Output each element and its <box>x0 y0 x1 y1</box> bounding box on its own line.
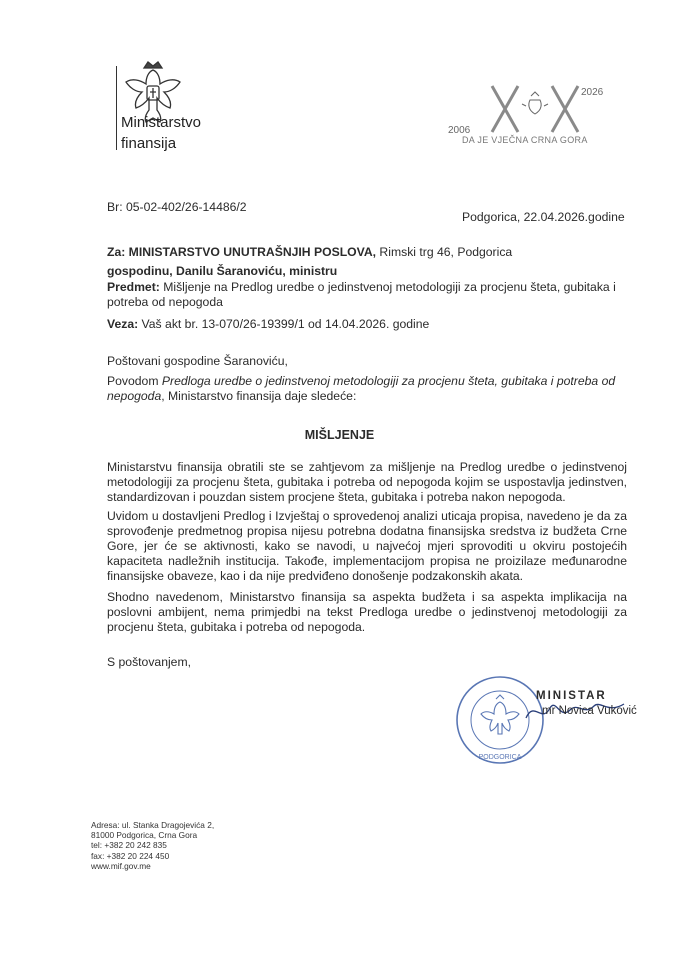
veza-text: Vaš akt br. 13-070/26-19399/1 od 14.04.2026. godine <box>138 317 430 331</box>
jubilee-year-start: 2006 <box>448 125 471 136</box>
addressee-address: Rimski trg 46, Podgorica <box>376 245 513 259</box>
za-label: Za: <box>107 245 126 259</box>
jubilee-year-end: 2026 <box>581 87 604 98</box>
subject-label: Predmet: <box>107 280 160 294</box>
footer-address-line1: Adresa: ul. Stanka Dragojevića 2, <box>91 820 215 830</box>
ministry-name-line2: finansija <box>121 135 177 152</box>
signature-title: MINISTAR <box>536 690 607 702</box>
ministry-name <box>121 112 201 154</box>
intro-end: , Ministarstvo finansija daje sledeće: <box>161 389 357 403</box>
addressee-line <box>107 245 512 260</box>
footer-web[interactable]: www.mif.gov.me <box>91 860 151 871</box>
subject-text: Mišljenje na Predlog uredbe o jedinstvenoj metodologiji za procjenu šteta, gubitaka i potreba od nepogoda <box>107 280 616 309</box>
reference-link-line <box>107 317 429 332</box>
veza-label: Veza: <box>107 317 139 331</box>
body-paragraph-1: Ministarstvu finansija obratili ste se zahtjevom za mišljenje na Predlog uredbe o jedinstvenoj metodologiji za procjenu šteta, gubitaka i potreba od nepogoda kojim se uspostavlja jedinstven, standardizovan i pouzdan sistem procjene šteta, gubitaka i potreba nakon nepogoda. <box>107 460 627 504</box>
footer-fax: fax: +382 20 224 450 <box>91 850 170 861</box>
body-paragraph-2: Uvidom u dostavljeni Predlog i Izvještaj o sprovedenoj analizi uticaja propisa, navedeno je da za sprovođenje predmetnog propisa nijesu potrebna dodatna finansijska sredstva iz budžeta Crne Gore, jer će se aktivnosti, kako se navodi, u najvećoj mjeri sprovoditi u okviru postojećih kapaciteta nadležnih institucija. Takođe, implementacijom propisa ne proizilaze međunarodne finansijske obaveze, kao i da nije predviđeno donošenje podzakonskih akata. <box>107 509 627 583</box>
recipient-name: gospodinu, Danilu Šaranoviću, ministru <box>107 264 338 278</box>
document-number: Br: 05-02-402/26-14486/2 <box>107 200 247 214</box>
subject-line <box>107 280 627 310</box>
footer-tel: tel: +382 20 242 835 <box>91 840 167 851</box>
signature-name: mr Novica Vuković <box>542 705 637 717</box>
closing-greeting: S poštovanjem, <box>107 655 192 669</box>
ministry-name-line1: Ministarstvo <box>121 114 202 131</box>
intro-paragraph <box>107 374 627 404</box>
letterhead-divider <box>116 66 117 150</box>
place-date: Podgorica, 22.04.2026.godine <box>462 210 625 224</box>
jubilee-motto: DA JE VJEČNA CRNA GORA <box>462 135 588 145</box>
footer-contact <box>91 820 214 871</box>
salutation: Poštovani gospodine Šaranoviću, <box>107 354 288 368</box>
opinion-heading: MIŠLJENJE <box>304 428 375 442</box>
intro-start: Povodom <box>107 374 162 388</box>
body-paragraph-3: Shodno navedenom, Ministarstvo finansija sa aspekta budžeta i sa aspekta implikacija na poslovni ambijent, nema primjedbi na tekst Predloga uredbe o jedinstvenoj metodologiji za procjenu šteta, gubitaka i potreba od nepogoda. <box>107 590 627 634</box>
intro-italic: Predloga uredbe o jedinstvenoj metodologiji za procjenu šteta, gubitaka i potreba od nepogoda <box>107 374 616 403</box>
footer-address-line2: 81000 Podgorica, Crna Gora <box>91 830 198 841</box>
addressee-org: MINISTARSTVO UNUTRAŠNJIH POSLOVA, <box>128 245 377 259</box>
stamp-city: PODGORICA <box>478 754 522 761</box>
